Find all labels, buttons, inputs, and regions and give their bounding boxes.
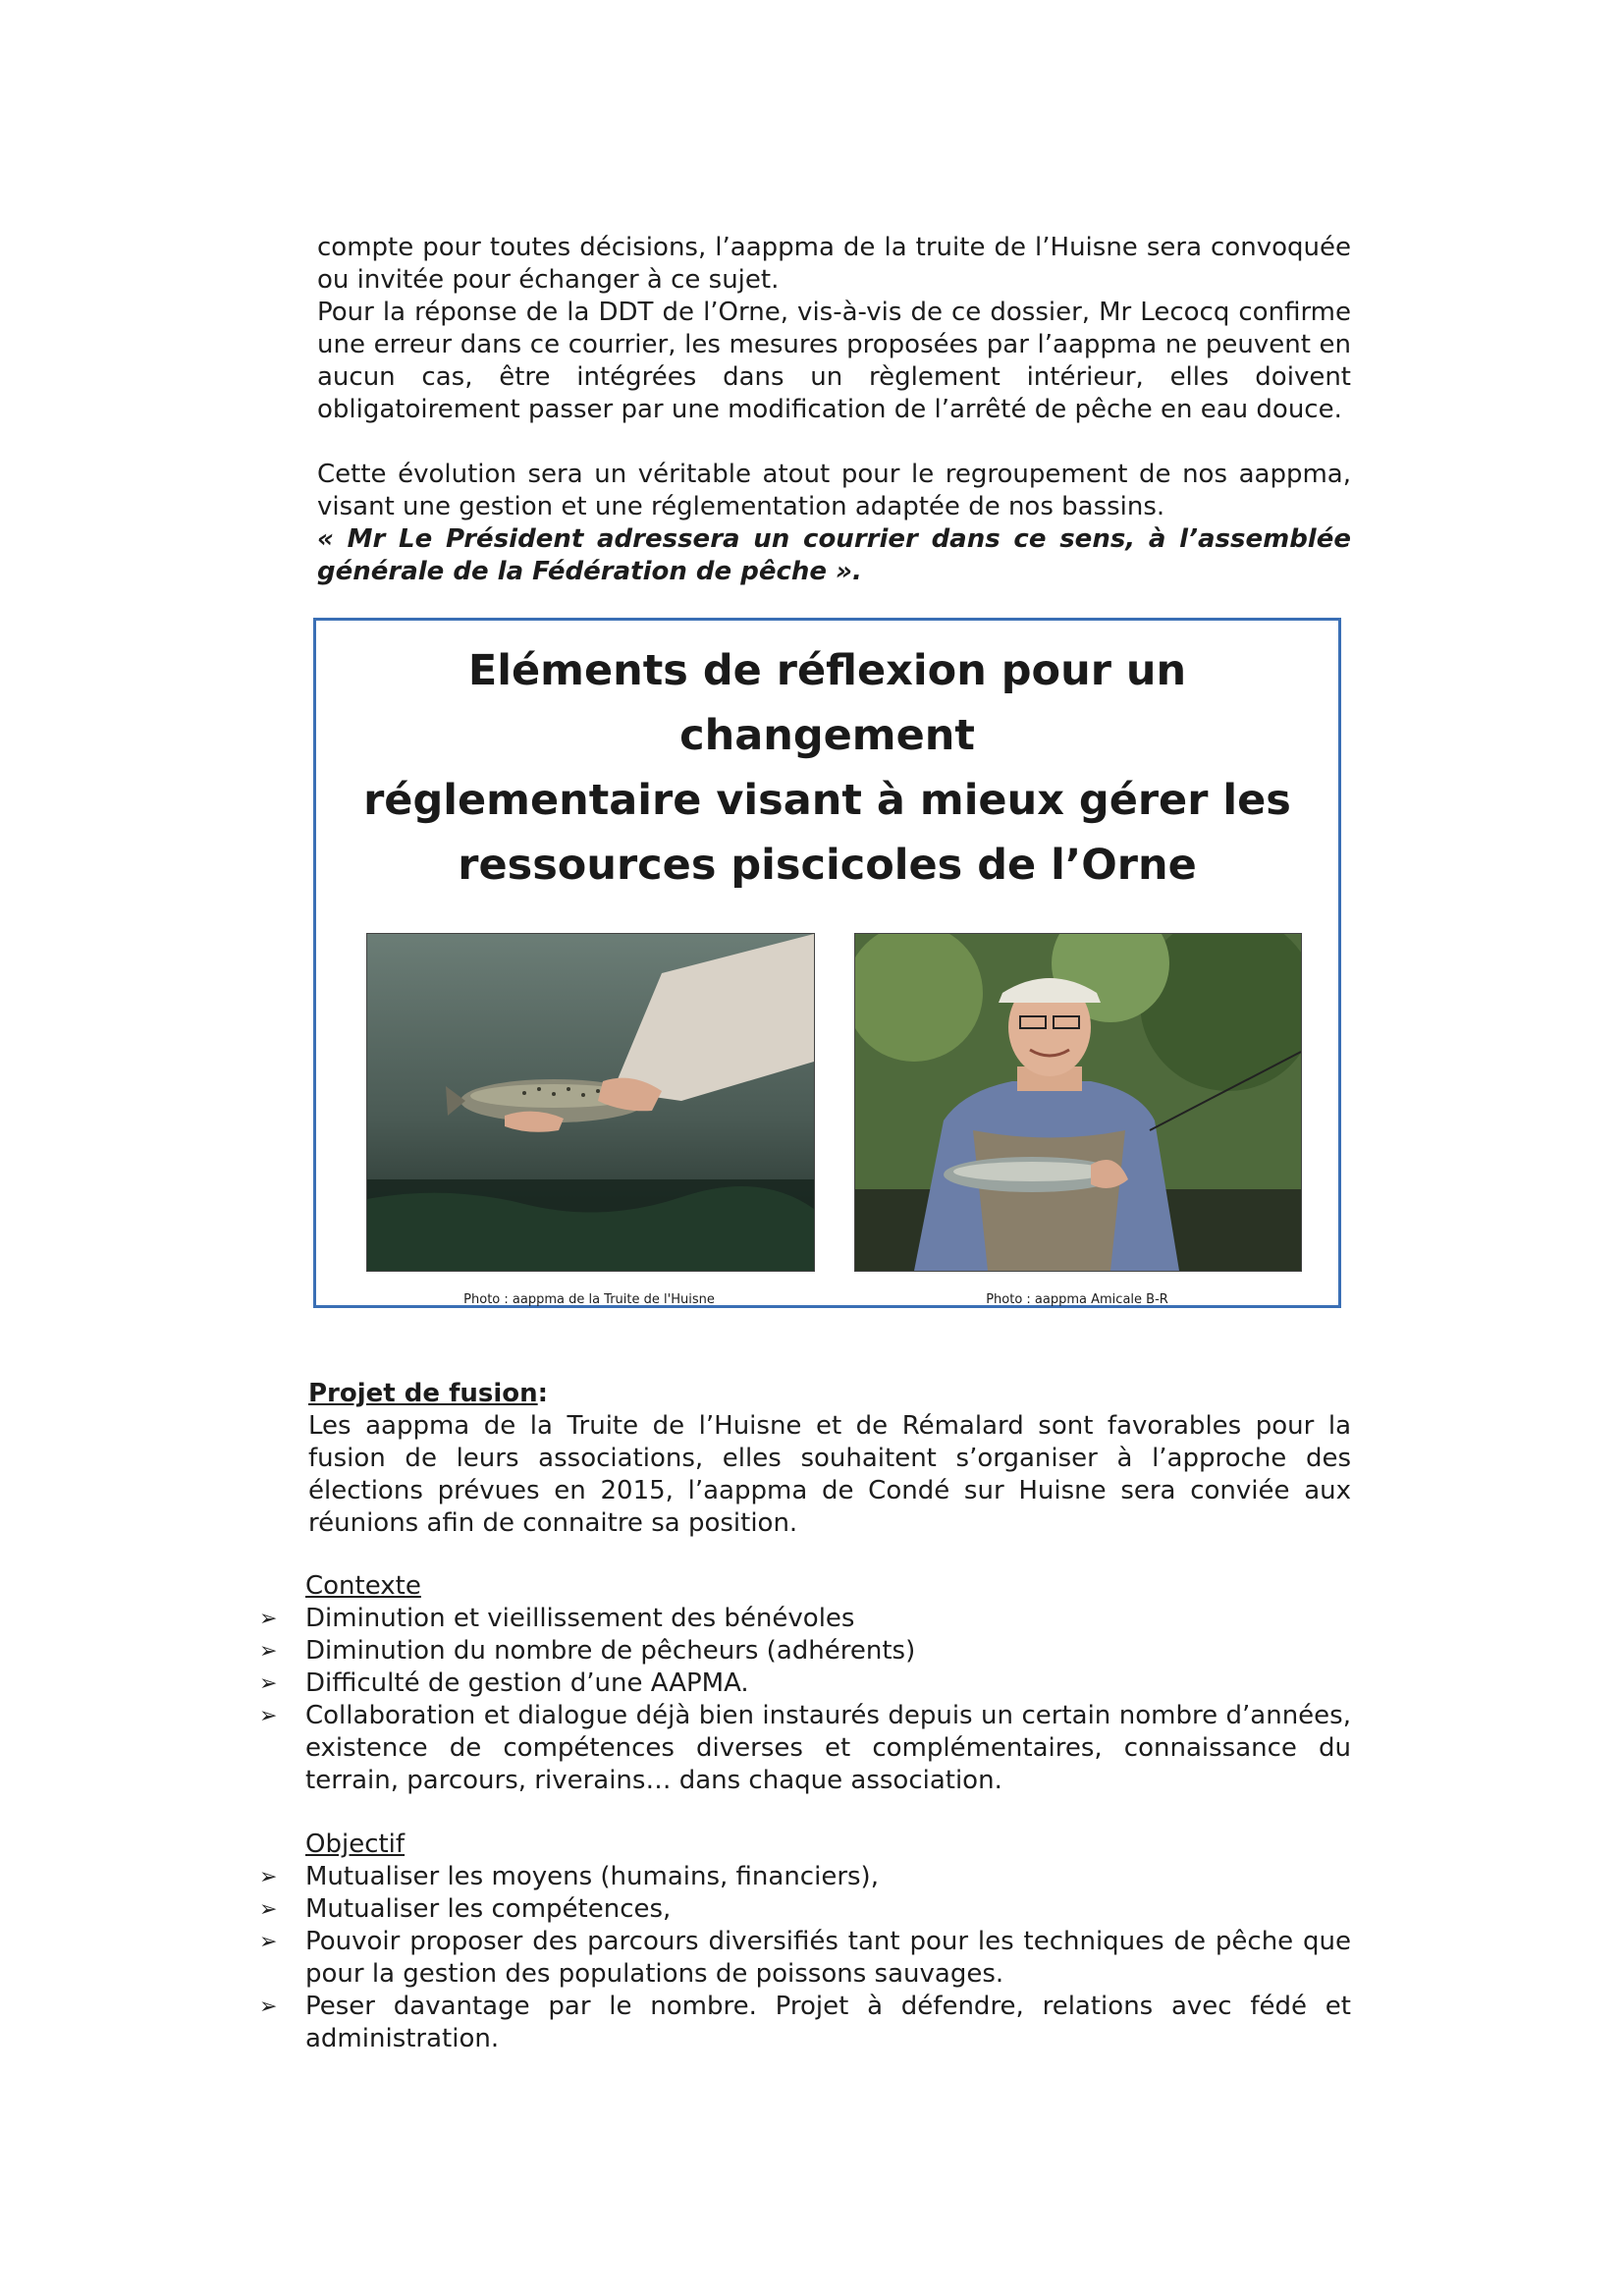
photo-angler-with-trout	[854, 933, 1302, 1272]
caption-left: Photo : aappma de la Truite de l'Huisne	[463, 1292, 715, 1307]
arrow-bullet-icon: ➢	[259, 1607, 278, 1631]
list-item: ➢ Collaboration et dialogue déjà bien instaurés depuis un certain nombre d’années, existence de compétences diverses et complémentaires, connaissance du terrain, parcours, riverains… dans chaque association.	[259, 1701, 1351, 1795]
fusion-title-text: Projet de fusion	[308, 1379, 538, 1408]
list-item: ➢ Peser davantage par le nombre. Projet à défendre, relations avec fédé et administration.	[259, 1992, 1351, 2053]
arrow-bullet-icon: ➢	[259, 1930, 278, 1954]
president-quote: « Mr Le Président adressera un courrier dans ce sens, à l’assemblée générale de la Fédération de pêche ».	[317, 524, 1351, 586]
frame-title-line-1: Eléments de réflexion pour un changement	[467, 646, 1187, 760]
objectif-title: Objectif	[305, 1830, 406, 1859]
list-item: ➢ Difficulté de gestion d’une AAPMA.	[259, 1668, 749, 1698]
photo-trout-release-image	[367, 934, 814, 1271]
contexte-title: Contexte	[305, 1571, 421, 1601]
list-item: ➢ Mutualiser les moyens (humains, financiers),	[259, 1862, 879, 1891]
list-item: ➢ Diminution du nombre de pêcheurs (adhérents)	[259, 1636, 916, 1666]
reflection-frame	[313, 618, 1341, 1308]
frame-title-line-3: ressources piscicoles de l’Orne	[458, 841, 1197, 890]
list-item: ➢ Pouvoir proposer des parcours diversifiés tant pour les techniques de pêche que pour la gestion des populations de poissons sauvages.	[259, 1927, 1351, 1989]
list-item: ➢ Mutualiser les compétences,	[259, 1894, 672, 1924]
intro-paragraph-2: Pour la réponse de la DDT de l’Orne, vis-à-vis de ce dossier, Mr Lecocq confirme une erreur dans ce courrier, les mesures proposées par l’aappma ne peuvent en aucun cas, être intégrées dans un règlement intérieur, elles doivent obligatoirement passer par une modification de l’arrêté de pêche en eau douce.	[317, 298, 1351, 424]
frame-title-line-2: réglementaire visant à mieux gérer les	[363, 776, 1291, 825]
intro-paragraph-3: Cette évolution sera un véritable atout pour le regroupement de nos aappma, visant une gestion et une réglementation adaptée de nos bassins.	[317, 460, 1351, 521]
arrow-bullet-icon: ➢	[259, 1897, 278, 1922]
objectif-list	[259, 1861, 1351, 2055]
fusion-title-colon: :	[537, 1379, 549, 1408]
list-item: ➢ Diminution et vieillissement des bénévoles	[259, 1604, 855, 1633]
fusion-title	[308, 1378, 548, 1410]
arrow-bullet-icon: ➢	[259, 1865, 278, 1889]
arrow-bullet-icon: ➢	[259, 1639, 278, 1664]
arrow-bullet-icon: ➢	[259, 1671, 278, 1696]
caption-right: Photo : aappma Amicale B-R	[986, 1292, 1168, 1307]
contexte-list	[259, 1603, 1351, 1797]
photo-angler-with-trout-image	[855, 934, 1301, 1271]
intro-paragraph-1: compte pour toutes décisions, l’aappma de la truite de l’Huisne sera convoquée ou invitée pour échanger à ce sujet.	[317, 233, 1351, 295]
photo-trout-release	[366, 933, 815, 1272]
fusion-body: Les aappma de la Truite de l’Huisne et de Rémalard sont favorables pour la fusion de leurs associations, elles souhaitent s’organiser à l’approche des élections prévues en 2015, l’aappma de Condé sur Huisne sera conviée aux réunions afin de connaitre sa position.	[308, 1411, 1351, 1538]
frame-title	[316, 638, 1338, 898]
arrow-bullet-icon: ➢	[259, 1995, 278, 2019]
arrow-bullet-icon: ➢	[259, 1704, 278, 1728]
